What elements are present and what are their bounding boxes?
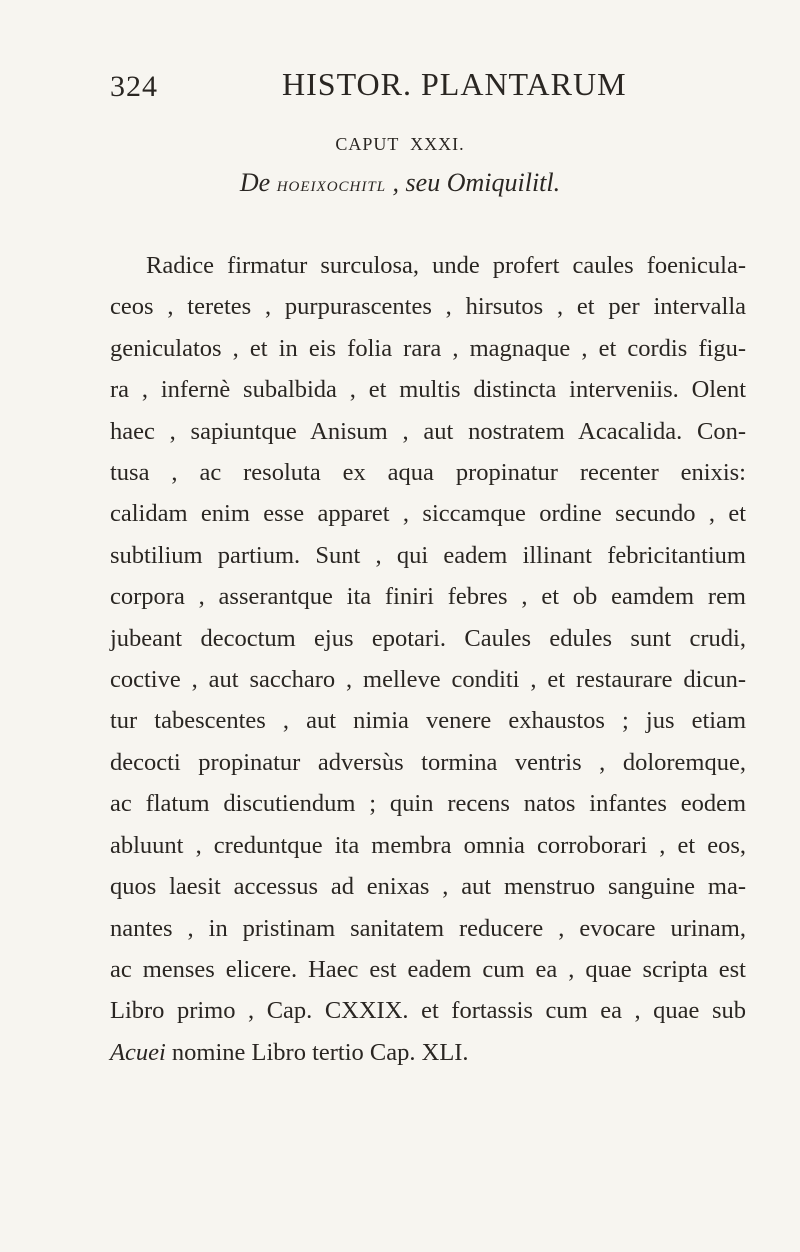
- chapter-title-plant-name: hoeixochitl: [276, 171, 387, 196]
- chapter-title: [0, 168, 800, 198]
- page-number: 324: [110, 70, 158, 103]
- body-line: corpora , asserantque ita finiri febres , et ob eamdem rem: [110, 583, 746, 611]
- chapter-number: CAPUT XXXI.: [335, 134, 465, 154]
- body-line: subtilium partium. Sunt , qui eadem illinant febricitantium: [110, 541, 746, 569]
- body-line-final-italic: Acuei: [110, 1038, 166, 1066]
- body-line: jubeant decoctum ejus epotari. Caules edules sunt crudi,: [110, 624, 746, 652]
- body-line: coctive , aut saccharo , melleve conditi , et restaurare dicun-: [110, 666, 746, 694]
- body-line: decocti propinatur adversùs tormina ventris , doloremque,: [110, 748, 746, 776]
- body-line: ac flatum discutiendum ; quin recens natos infantes eodem: [110, 790, 746, 818]
- body-line: tur tabescentes , aut nimia venere exhaustos ; jus etiam: [110, 707, 746, 735]
- chapter-title-alt-name: Omiquilitl.: [446, 168, 561, 197]
- body-line: quos laesit accessus ad enixas , aut menstruo sanguine ma-: [110, 873, 746, 901]
- body-line: Libro primo , Cap. CXXIX. et fortassis cum ea , quae sub: [110, 997, 746, 1025]
- body-line: Radice firmatur surculosa, unde profert caules foenicula-: [146, 252, 746, 279]
- body-paragraph: [110, 245, 746, 1073]
- body-line: abluunt , creduntque ita membra omnia corroborari , et eos,: [110, 831, 746, 859]
- body-line: ra , infernè subalbida , et multis distincta interveniis. Olent: [110, 376, 746, 404]
- body-line: haec , sapiuntque Anisum , aut nostratem Acacalida. Con-: [110, 417, 746, 445]
- running-head: HISTOR. PLANTARUM: [282, 66, 627, 102]
- body-line: ac menses elicere. Haec est eadem cum ea , quae scripta est: [110, 955, 746, 983]
- body-line: calidam enim esse apparet , siccamque ordine secundo , et: [110, 500, 746, 528]
- body-line: ceos , teretes , purpurascentes , hirsutos , et per intervalla: [110, 293, 746, 321]
- body-line: tusa , ac resoluta ex aqua propinatur recenter enixis:: [110, 459, 746, 487]
- body-line: nantes , in pristinam sanitatem reducere , evocare urinam,: [110, 914, 746, 942]
- body-line-final: [110, 1032, 746, 1073]
- chapter-title-connector: , seu: [386, 168, 447, 197]
- body-line-final-rest: nomine Libro tertio Cap. XLI.: [165, 1038, 469, 1066]
- chapter-title-prefix: De: [239, 168, 277, 197]
- body-line: geniculatos , et in eis folia rara , magnaque , et cordis figu-: [110, 334, 746, 362]
